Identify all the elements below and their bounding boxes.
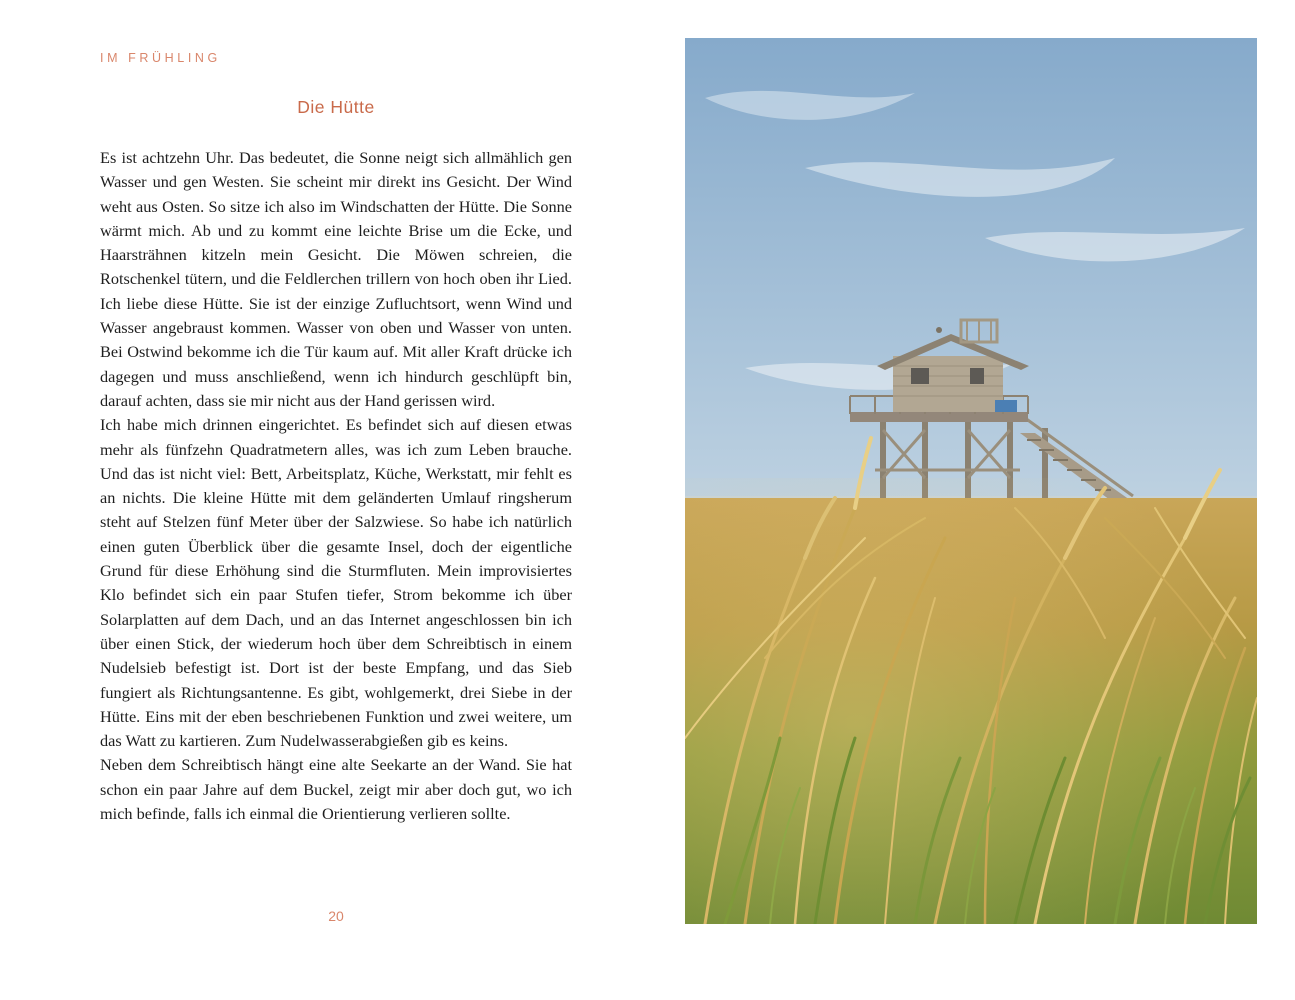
paragraph-1: Es ist achtzehn Uhr. Das bedeutet, die Sonne neigt sich allmählich gen Wasser und gen Westen. Sie scheint mir direkt ins Gesicht. Der Wind weht aus Osten. So sitze ich also im Windschatten der Hütte. Die Sonne wärmt mich. Ab und zu kommt eine leichte Brise um die Ecke, und Haarsträhnen kitzeln mein Gesicht. Die Möwen schreien, die Rotschenkel tütern, und die Feldlerchen trillern von hoch oben ihr Lied. Ich liebe diese Hütte. Sie ist der einzige Zufluchtsort, wenn Wind und Wasser angebraust kommen. Wasser von oben und Wasser von unten. Bei Ostwind bekomme ich die Tür kaum auf. Mit aller Kraft drücke ich dagegen und muss anschließend, wenn ich hindurch geschlüpft bin, darauf achten, dass sie mir nicht aus der Hand gerissen wird. [100,148,572,410]
running-head: IM FRÜHLING [100,51,221,65]
paragraph-2: Ich habe mich drinnen eingerichtet. Es befindet sich auf diesen etwas mehr als fünfzehn Quadratmetern alles, was ich zum Leben brauche. Und das ist nicht viel: Bett, Arbeitsplatz, Küche, Werkstatt, mir fehlt es an nichts. Die kleine Hütte mit dem geländerten Umlauf ringsherum steht auf Stelzen fünf Meter über der Salzwiese. So habe ich natürlich einen guten Überblick über die gesamte Insel, doch der eigentliche Grund für diese Erhöhung sind die Sturmfluten. Mein improvisiertes Klo befindet sich ein paar Stufen tiefer, Strom bekomme ich über Solarplatten auf dem Dach, und an das Internet angeschlossen bin ich über einen Stick, der wiederum hoch über dem Schreibtisch in einem Nudelsieb befestigt ist. Dort ist der beste Empfang, und das Sieb fungiert als Richtungsantenne. Es gibt, wohlgemerkt, drei Siebe in der Hütte. Eins mit der eben beschriebenen Funktion und zwei weitere, um das Watt zu kartieren. Zum Nudelwasserabgießen gib es keins. [100,415,572,751]
chapter-title: Die Hütte [297,97,375,117]
photo-stilt-hut [685,38,1257,924]
page-number: 20 [328,908,344,924]
body-text [100,146,572,826]
paragraph-3: Neben dem Schreibtisch hängt eine alte Seekarte an der Wand. Sie hat schon ein paar Jahre auf dem Buckel, zeigt mir aber doch gut, wo ich mich befinde, falls ich einmal die Orientierung verlieren sollte. [100,755,572,824]
photo-illustration [685,38,1257,924]
